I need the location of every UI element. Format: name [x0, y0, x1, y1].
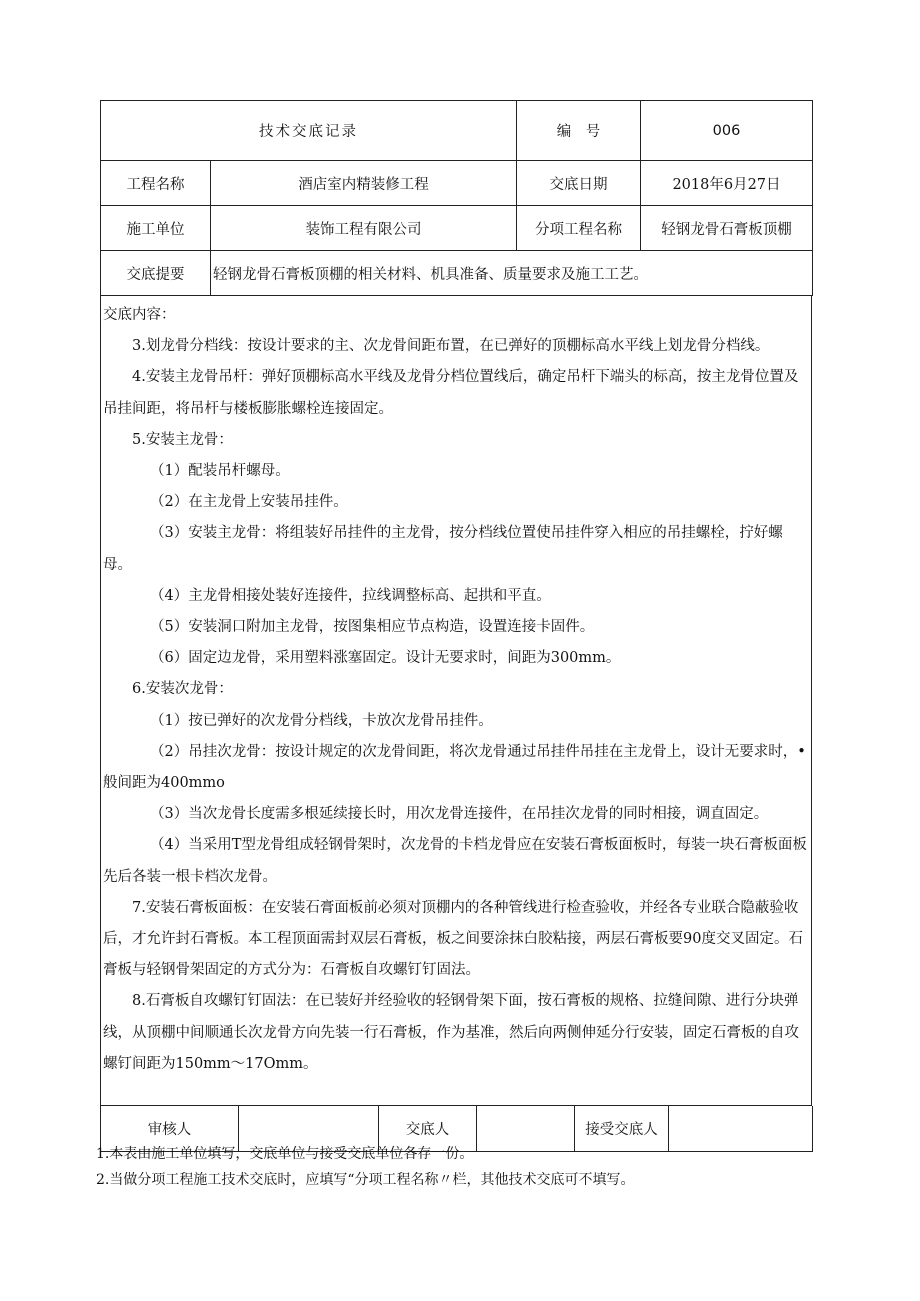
- content-paragraph: （2）在主龙骨上安装吊挂件。: [150, 494, 348, 511]
- header-table: [100, 100, 813, 296]
- content-paragraph: （3）安装主龙骨：将组装好吊挂件的主龙骨，按分档线位置使吊挂件穿入相应的吊挂螺栓，拧好螺母。: [103, 525, 783, 573]
- content-paragraph: 6.安装次龙骨：: [132, 681, 233, 698]
- content-paragraph: （3）当次龙骨长度需多根延续接长时，用次龙骨连接件，在吊挂次龙骨的同时相接，调直固定。: [150, 806, 769, 823]
- subitem-value: 轻钢龙骨石膏板顶棚: [641, 206, 813, 251]
- subitem-label: 分项工程名称: [517, 206, 641, 251]
- date-value: 2018年6月27日: [641, 161, 813, 206]
- project-name-value: 酒店室内精装修工程: [211, 161, 517, 206]
- discloser-label: 交底人: [379, 1106, 477, 1152]
- content-paragraph: 8.石膏板自攻螺钉钉固法：在已装好并经验收的轻钢骨架下面，按石膏板的规格、拉缝间隙、进行分块弹线，从顶棚中间顺通长次龙骨方向先装一行石膏板，作为基准，然后向两侧伸延分行安装，固定石膏板的自攻螺钉间距为150mm～17Omm。: [103, 993, 799, 1072]
- content-paragraph: （5）安装洞口附加主龙骨，按图集相应节点构造，设置连接卡固件。: [150, 619, 595, 636]
- content-paragraph: （6）固定边龙骨，采用塑料涨塞固定。设计无要求时，间距为300mm。: [150, 650, 621, 667]
- receiver-field[interactable]: [669, 1106, 813, 1152]
- form-title: 技术交底记录: [101, 101, 517, 161]
- contractor-label: 施工单位: [101, 206, 211, 251]
- contractor-value: 装饰工程有限公司: [211, 206, 517, 251]
- content-paragraph: 5.安装主龙骨：: [132, 431, 233, 448]
- reviewer-label: 审核人: [101, 1106, 239, 1152]
- footnote: 1.本表由施工单位填写，交底单位与接受交底单位各存一份。: [96, 1146, 474, 1162]
- project-name-label: 工程名称: [101, 161, 211, 206]
- content-paragraph: （4）主龙骨相接处装好连接件，拉线调整标高、起拱和平直。: [150, 587, 551, 604]
- number-value: 006: [641, 101, 813, 161]
- number-label: 编 号: [517, 101, 641, 161]
- content-paragraph: 4.安装主龙骨吊杆：弹好顶棚标高水平线及龙骨分档位置线后，确定吊杆下端头的标高，按主龙骨位置及吊挂间距，将吊杆与楼板膨胀螺栓连接固定。: [103, 369, 799, 417]
- disclosure-content: [100, 296, 812, 1106]
- content-paragraph: （1）按已弹好的次龙骨分档线，卡放次龙骨吊挂件。: [150, 712, 493, 729]
- summary-label: 交底提要: [101, 251, 211, 296]
- disclosure-form: [100, 100, 812, 1152]
- content-paragraph: 7.安装石膏板面板：在安装石膏面板前必须对顶棚内的各种管线进行检查验收，并经各专业联合隐蔽验收后，才允许封石膏板。本工程顶面需封双层石膏板，板之间要涂抹白胶粘接，两层石膏板要90度交叉固定。石膏板与轻钢骨架固定的方式分为：石膏板自攻螺钉钉固法。: [103, 899, 803, 979]
- summary-value: 轻钢龙骨石膏板顶棚的相关材料、机具准备、质量要求及施工工艺。: [211, 251, 813, 296]
- content-heading: 交底内容：: [103, 307, 176, 323]
- content-paragraph: （4）当采用T型龙骨组成轻钢骨架时，次龙骨的卡档龙骨应在安装石膏板面板时，每装一块石膏板面板先后各装一根卡档次龙骨。: [103, 837, 807, 885]
- date-label: 交底日期: [517, 161, 641, 206]
- receiver-label: 接受交底人: [575, 1106, 669, 1152]
- content-paragraph: （2）吊挂次龙骨：按设计规定的次龙骨间距，将次龙骨通过吊挂件吊挂在主龙骨上，设计无要求时，•般间距为400mmo: [103, 743, 806, 792]
- content-paragraph: （1）配装吊杆螺母。: [150, 463, 290, 480]
- footnote: 2.当做分项工程施工技术交底时，应填写“分项工程名称〃栏，其他技术交底可不填写。: [96, 1172, 635, 1188]
- footnotes: [96, 1141, 635, 1193]
- content-body: [103, 331, 809, 1080]
- content-paragraph: 3.划龙骨分档线：按设计要求的主、次龙骨间距布置，在已弹好的顶棚标高水平线上划龙骨分档线。: [132, 338, 770, 355]
